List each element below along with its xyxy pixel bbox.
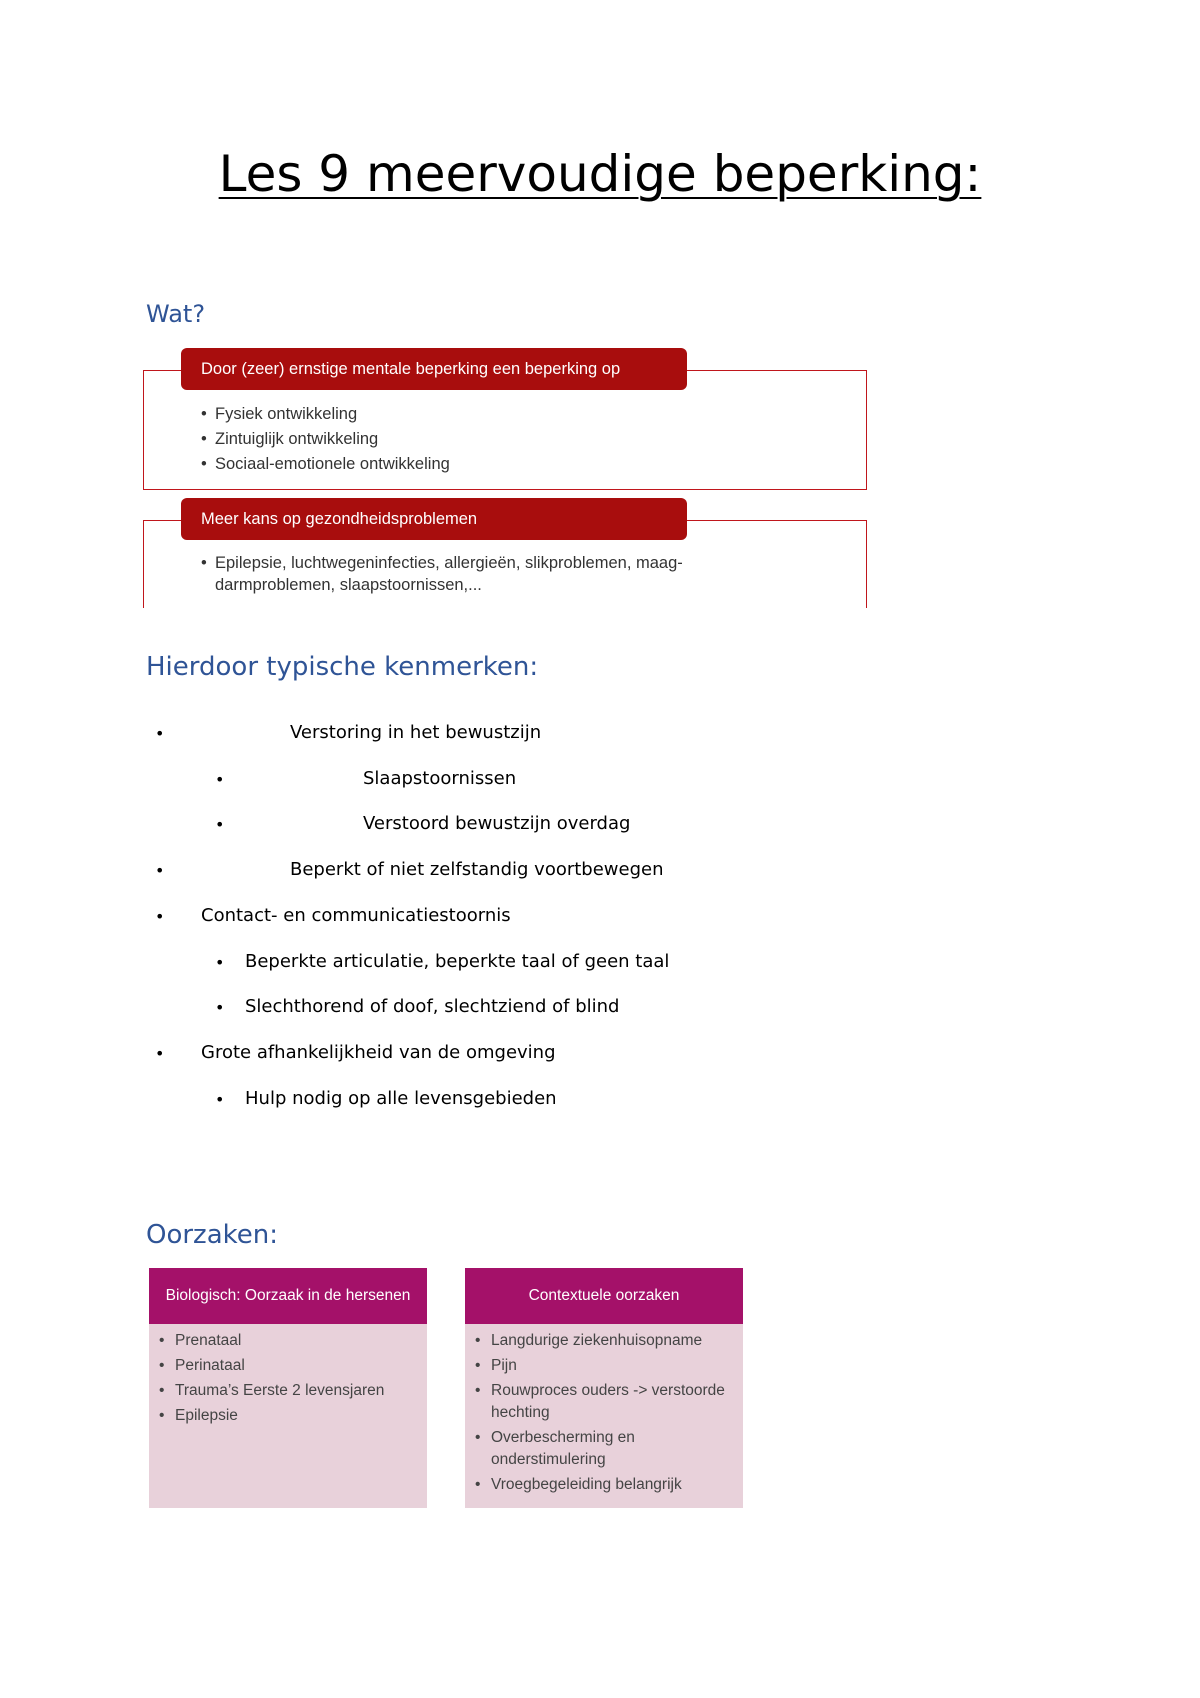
- list-item: • Prenataal: [159, 1330, 427, 1352]
- wat-block-1-list: [201, 402, 450, 477]
- list-item: Beperkte articulatie, beperkte taal of geen taal: [245, 951, 670, 972]
- bullet: •: [215, 1090, 225, 1109]
- list-item: • Epilepsie, luchtwegeninfecties, allergieën, slikproblemen, maag-darmproblemen, slaapstoornissen,...: [201, 552, 775, 596]
- list-item: • Trauma’s Eerste 2 levensjaren: [159, 1380, 427, 1402]
- wat-block-2-list: [201, 552, 775, 596]
- list-item: • Vroegbegeleiding belangrijk: [475, 1474, 743, 1496]
- list-item: • Rouwproces ouders -> verstoorde hechting: [475, 1380, 743, 1424]
- list-item: • Langdurige ziekenhuisopname: [475, 1330, 743, 1352]
- bullet: •: [215, 998, 225, 1017]
- cause-card-biologisch: [149, 1268, 427, 1508]
- list-item: Contact- en communicatiestoornis: [201, 905, 511, 926]
- bullet: •: [215, 953, 225, 972]
- list-item: • Zintuiglijk ontwikkeling: [201, 427, 450, 452]
- list-item: Grote afhankelijkheid van de omgeving: [201, 1042, 556, 1063]
- list-item: • Epilepsie: [159, 1405, 427, 1427]
- bullet: •: [215, 770, 225, 789]
- bullet: •: [155, 861, 165, 880]
- list-item: Hulp nodig op alle levensgebieden: [245, 1088, 557, 1109]
- list-item: • Overbescherming en onderstimulering: [475, 1427, 743, 1471]
- bullet: •: [155, 1044, 165, 1063]
- list-item: • Sociaal-emotionele ontwikkeling: [201, 452, 450, 477]
- list-item: Slaapstoornissen: [363, 768, 517, 789]
- list-item: • Pijn: [475, 1355, 743, 1377]
- bullet: •: [155, 907, 165, 926]
- heading-oorzaken: Oorzaken:: [146, 1220, 279, 1250]
- list-item: • Fysiek ontwikkeling: [201, 402, 450, 427]
- cause-list: [149, 1330, 427, 1427]
- cause-card-contextueel: [465, 1268, 743, 1508]
- wat-block-2-header: Meer kans op gezondheidsproblemen: [181, 498, 687, 540]
- page-title: Les 9 meervoudige beperking:: [218, 145, 982, 203]
- cause-card-header: Contextuele oorzaken: [465, 1268, 743, 1324]
- list-item: • Perinataal: [159, 1355, 427, 1377]
- wat-block-1-header: Door (zeer) ernstige mentale beperking een beperking op: [181, 348, 687, 390]
- bullet: •: [155, 724, 165, 743]
- list-item: Verstoring in het bewustzijn: [290, 722, 542, 743]
- list-item: Verstoord bewustzijn overdag: [363, 813, 631, 834]
- list-item: Beperkt of niet zelfstandig voortbewegen: [290, 859, 664, 880]
- cause-list: [465, 1330, 743, 1496]
- list-item: Slechthorend of doof, slechtziend of blind: [245, 996, 620, 1017]
- heading-kenmerken: Hierdoor typische kenmerken:: [146, 652, 539, 682]
- cause-card-header: Biologisch: Oorzaak in de hersenen: [149, 1268, 427, 1324]
- bullet: •: [215, 815, 225, 834]
- heading-wat: Wat?: [146, 300, 206, 328]
